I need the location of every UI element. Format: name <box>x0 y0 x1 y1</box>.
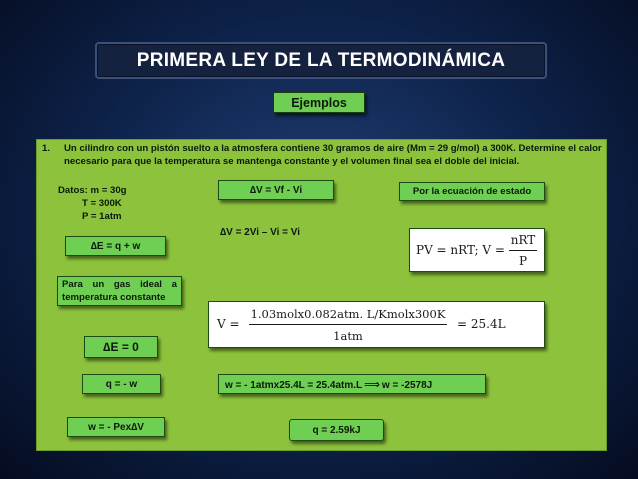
implies-arrow-icon: ⟹ <box>364 378 380 391</box>
fraction-line <box>249 324 447 325</box>
state-equation-left: PV = nRT; V = <box>416 243 505 257</box>
title-bar <box>95 42 547 79</box>
volume-denominator: 1atm <box>333 329 363 343</box>
given-mass: Datos: m = 30g <box>58 185 127 196</box>
volume-result: = 25.4L <box>457 317 506 331</box>
delta-e-zero: ∆E = 0 <box>84 336 158 358</box>
given-pressure: P = 1atm <box>58 211 122 222</box>
state-equation-box <box>409 228 545 272</box>
work-definition: w = - Pex∆V <box>67 417 165 437</box>
examples-label: Ejemplos <box>273 92 365 113</box>
first-law-equation: ∆E = q + w <box>65 236 166 256</box>
fraction-line <box>509 250 537 251</box>
delta-v-definition: ∆V = Vf - Vi <box>218 180 334 200</box>
problem-statement <box>42 142 604 168</box>
state-equation-numerator: nRT <box>510 233 536 247</box>
state-equation-denominator: P <box>518 254 528 268</box>
delta-v-result: ∆V = 2Vi – Vi = Vi <box>220 227 301 238</box>
page-title: PRIMERA LEY DE LA TERMODINÁMICA <box>136 50 506 71</box>
work-result: w = -2578J <box>381 380 433 391</box>
state-equation-label: Por la ecuación de estado <box>399 182 545 201</box>
volume-calculation-box <box>208 301 545 348</box>
volume-numerator: 1.03molx0.082atm. L/Kmolx300K <box>250 307 446 321</box>
volume-left: V = <box>217 317 240 331</box>
given-data <box>58 184 127 223</box>
problem-number: 1. <box>42 143 51 154</box>
given-temperature: T = 300K <box>58 198 122 209</box>
problem-text: Un cilindro con un pistón suelto a la atmosfera contiene 30 gramos de aire (Mm = 29 g/mol) a 300K. Determine el calor necesario para que la temperatura se mantenga constante y el volumen final sea el doble del inicial. <box>64 143 602 168</box>
ideal-gas-note: Para un gas ideal a temperatura constante <box>57 276 182 306</box>
heat-work-relation: q = - w <box>82 374 161 394</box>
work-calculation <box>218 374 486 394</box>
heat-result: q = 2.59kJ <box>289 419 384 441</box>
work-calculation-text: w = - 1atmx25.4L = 25.4atm.L <box>225 380 363 391</box>
